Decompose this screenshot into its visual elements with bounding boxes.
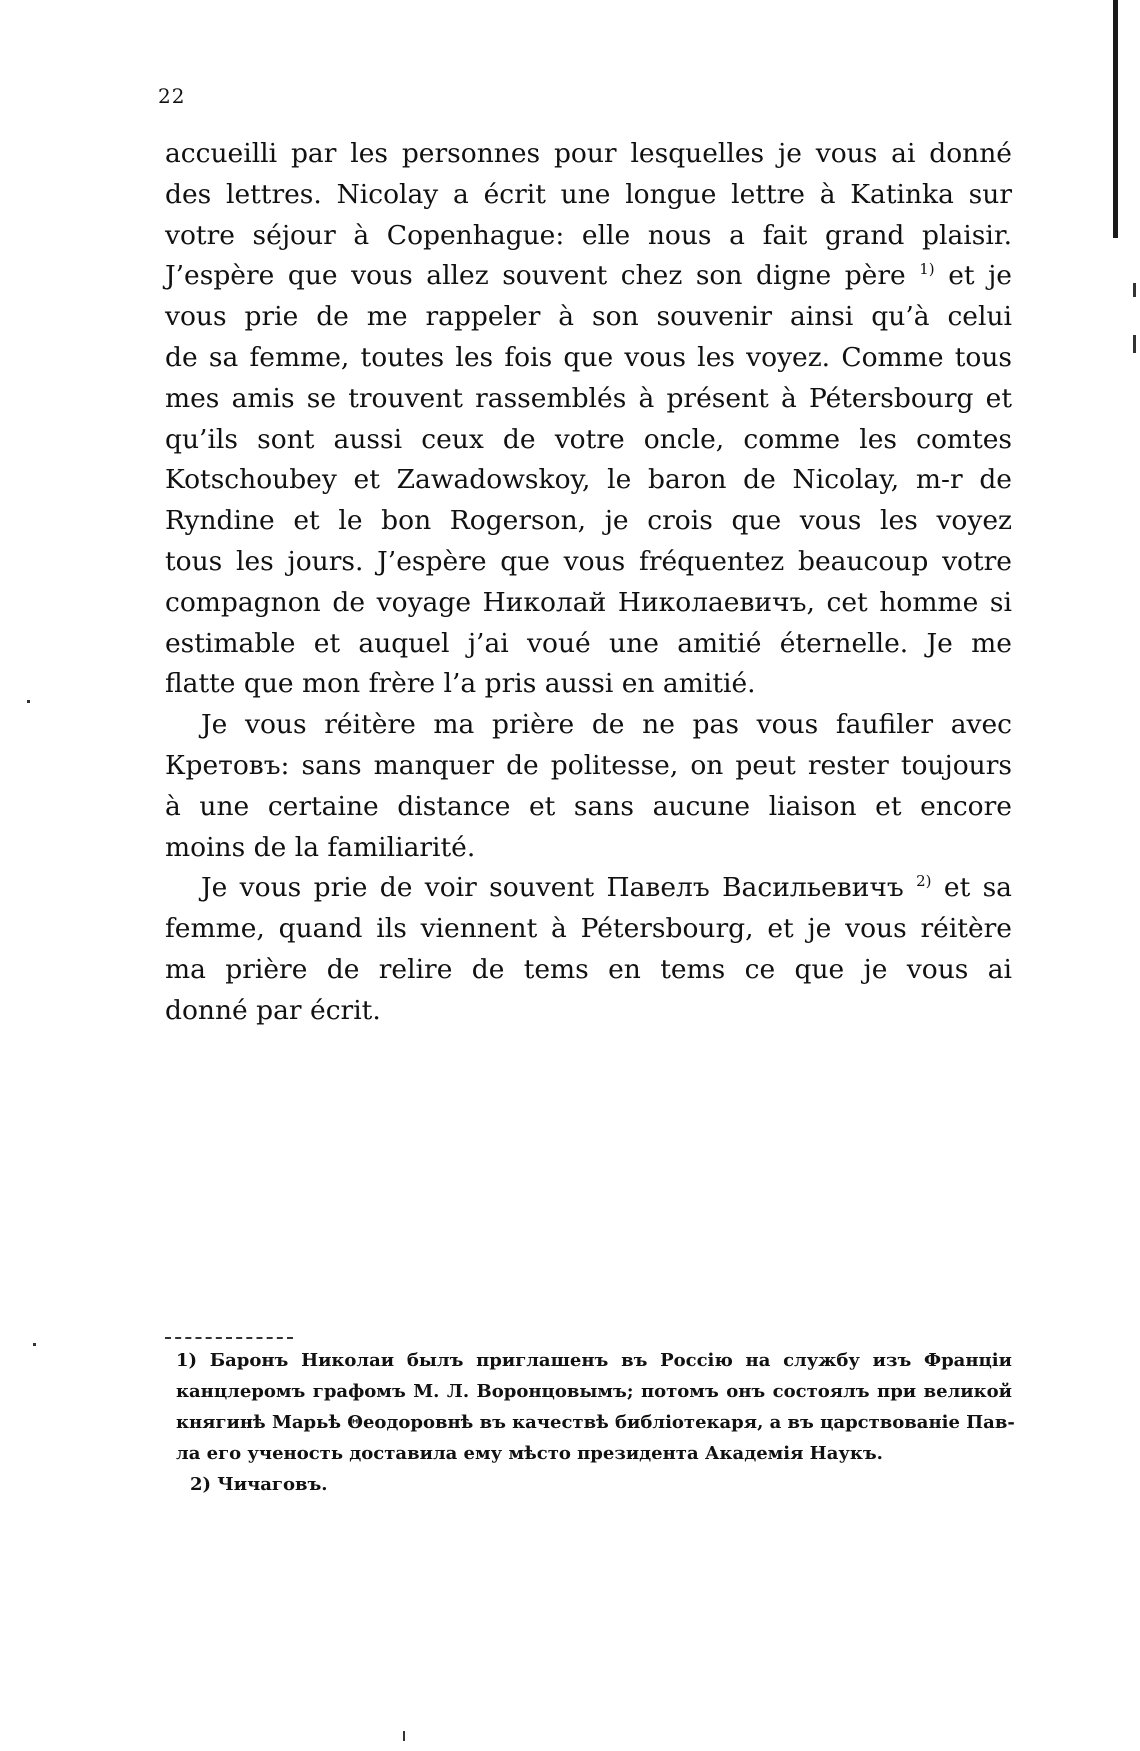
text-line: à une certaine distance et sans aucune liaison et encore — [165, 790, 1012, 822]
text-line: des lettres. Nicolay a écrit une longue lettre à Katinka sur — [165, 178, 1012, 210]
text-line — [165, 256, 1012, 297]
print-speck — [27, 700, 30, 703]
print-speck — [1133, 283, 1136, 297]
text-line: vous prie de me rappeler à son souvenir ainsi qu’à celui — [165, 301, 1012, 333]
text-line: Je vous réitère ma prière de ne pas vous faufiler avec — [201, 709, 1012, 741]
text-line: flatte que mon frère l’a pris aussi en amitié. — [165, 668, 756, 700]
text-line: Kotschoubey et Zawadowskoy, le baron de Nicolay, m-r de — [165, 464, 1012, 496]
main-text — [165, 134, 1012, 1032]
text-line-start: J’espère que vous allez souvent chez son digne père — [165, 260, 906, 292]
text-line: compagnon de voyage Николай Николаевичъ, cet homme si — [165, 586, 1012, 618]
print-speck — [1133, 335, 1136, 353]
text-line: tous les jours. J’espère que vous fréquentez beaucoup votre — [165, 545, 1012, 577]
footnote-line: княгинѣ Марьѣ Θеодоровнѣ въ качествѣ библіотекаря, а въ царствованіе Пав- — [176, 1412, 1015, 1433]
footnote-ref: 1) — [919, 260, 935, 279]
text-line-start: Je vous prie de voir souvent Павелъ Васильевичъ — [201, 872, 904, 904]
footnotes — [176, 1345, 1015, 1500]
text-line: donné par écrit. — [165, 994, 381, 1026]
footnote-line: 1) Баронъ Николаи былъ приглашенъ въ Россію на службу изъ Франціи — [176, 1350, 1012, 1371]
text-line-end: et sa — [943, 872, 1012, 904]
text-line: accueilli par les personnes pour lesquelles je vous ai donné — [165, 138, 1012, 169]
footnote-divider — [165, 1337, 293, 1339]
footnote-ref: 2) — [916, 872, 932, 891]
text-line: ma prière de relire de tems en tems ce que je vous ai — [165, 953, 1012, 985]
text-line: mes amis se trouvent rassemblés à présent à Pétersbourg et — [165, 382, 1012, 414]
print-speck — [403, 1731, 405, 1741]
text-line-end: et je — [948, 260, 1012, 292]
text-line: Ryndine et le bon Rogerson, je crois que vous les voyez — [165, 505, 1012, 537]
footnote-line: ла его ученость доставила ему мѣсто президента Академія Наукъ. — [176, 1443, 883, 1464]
text-line: Кретовъ: sans manquer de politesse, on peut rester toujours — [165, 749, 1012, 781]
text-line: femme, quand ils viennent à Pétersbourg, et je vous réitère — [165, 913, 1012, 945]
text-line: qu’ils sont aussi ceux de votre oncle, comme les comtes — [165, 423, 1012, 455]
footnote-line: 2) Чичаговъ. — [190, 1474, 328, 1495]
page-edge-shadow — [1113, 0, 1118, 238]
text-line: votre séjour à Copenhague: elle nous a fait grand plaisir. — [165, 219, 1012, 251]
text-line: moins de la familiarité. — [165, 831, 476, 863]
footnote-line: канцлеромъ графомъ М. Л. Воронцовымъ; потомъ онъ состоялъ при великой — [176, 1381, 1012, 1402]
print-speck — [33, 1343, 36, 1346]
text-line: estimable et auquel j’ai voué une amitié éternelle. Je me — [165, 627, 1012, 659]
text-line — [165, 868, 1012, 909]
page-number: 22 — [158, 84, 186, 108]
text-line: de sa femme, toutes les fois que vous les voyez. Comme tous — [165, 341, 1012, 373]
